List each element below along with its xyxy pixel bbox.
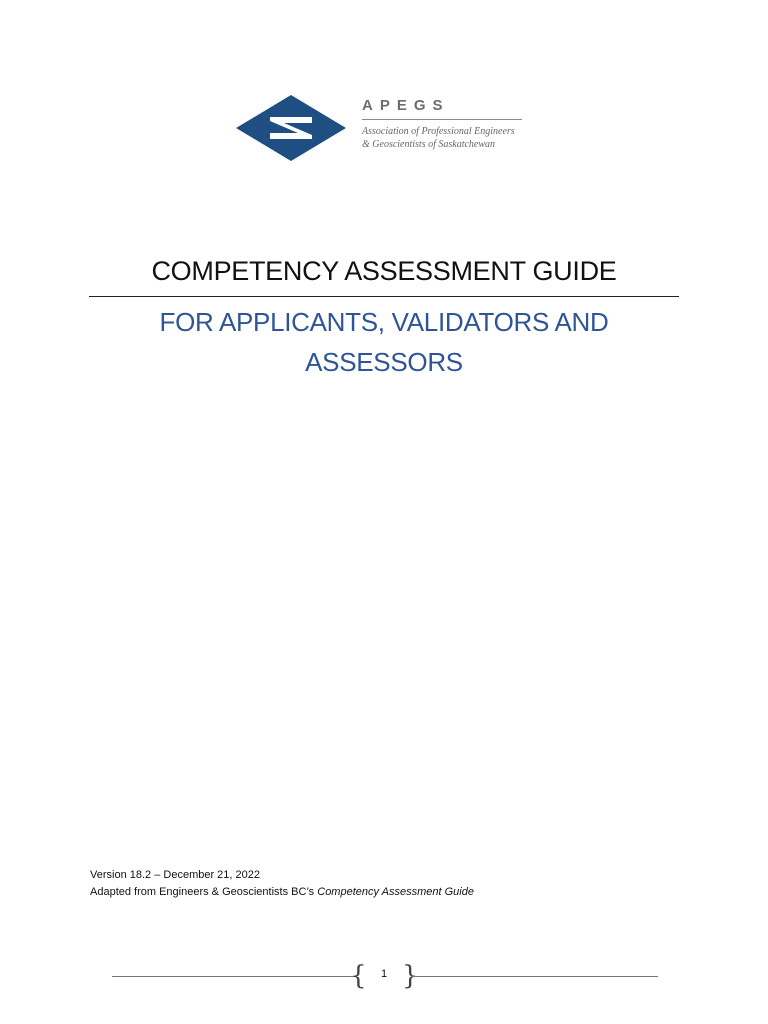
- apegs-logo-mark-icon: [236, 95, 346, 161]
- footer-rule-left: [112, 976, 356, 977]
- left-brace-icon: {: [350, 961, 367, 991]
- adapted-from-line: [90, 884, 474, 901]
- logo-divider: [362, 119, 522, 120]
- right-brace-icon: }: [402, 961, 419, 991]
- org-abbreviation: APEGS: [362, 97, 450, 114]
- page-number: 1: [380, 968, 388, 980]
- document-subtitle: FOR APPLICANTS, VALIDATORS AND ASSESSORS: [159, 307, 609, 377]
- org-full-name: Association of Professional Engineers & Geoscientists of Saskatchewan: [362, 126, 515, 150]
- version-line: Version 18.2 – December 21, 2022: [90, 869, 261, 881]
- title-divider: [89, 296, 679, 297]
- adapted-prefix: Adapted from Engineers & Geoscientists BC’s: [90, 886, 318, 898]
- apegs-logo: [236, 95, 536, 161]
- adapted-source-title: Competency Assessment Guide: [317, 886, 474, 898]
- document-title: COMPETENCY ASSESSMENT GUIDE: [151, 256, 617, 286]
- document-meta: [90, 867, 474, 901]
- footer-rule-right: [412, 976, 658, 977]
